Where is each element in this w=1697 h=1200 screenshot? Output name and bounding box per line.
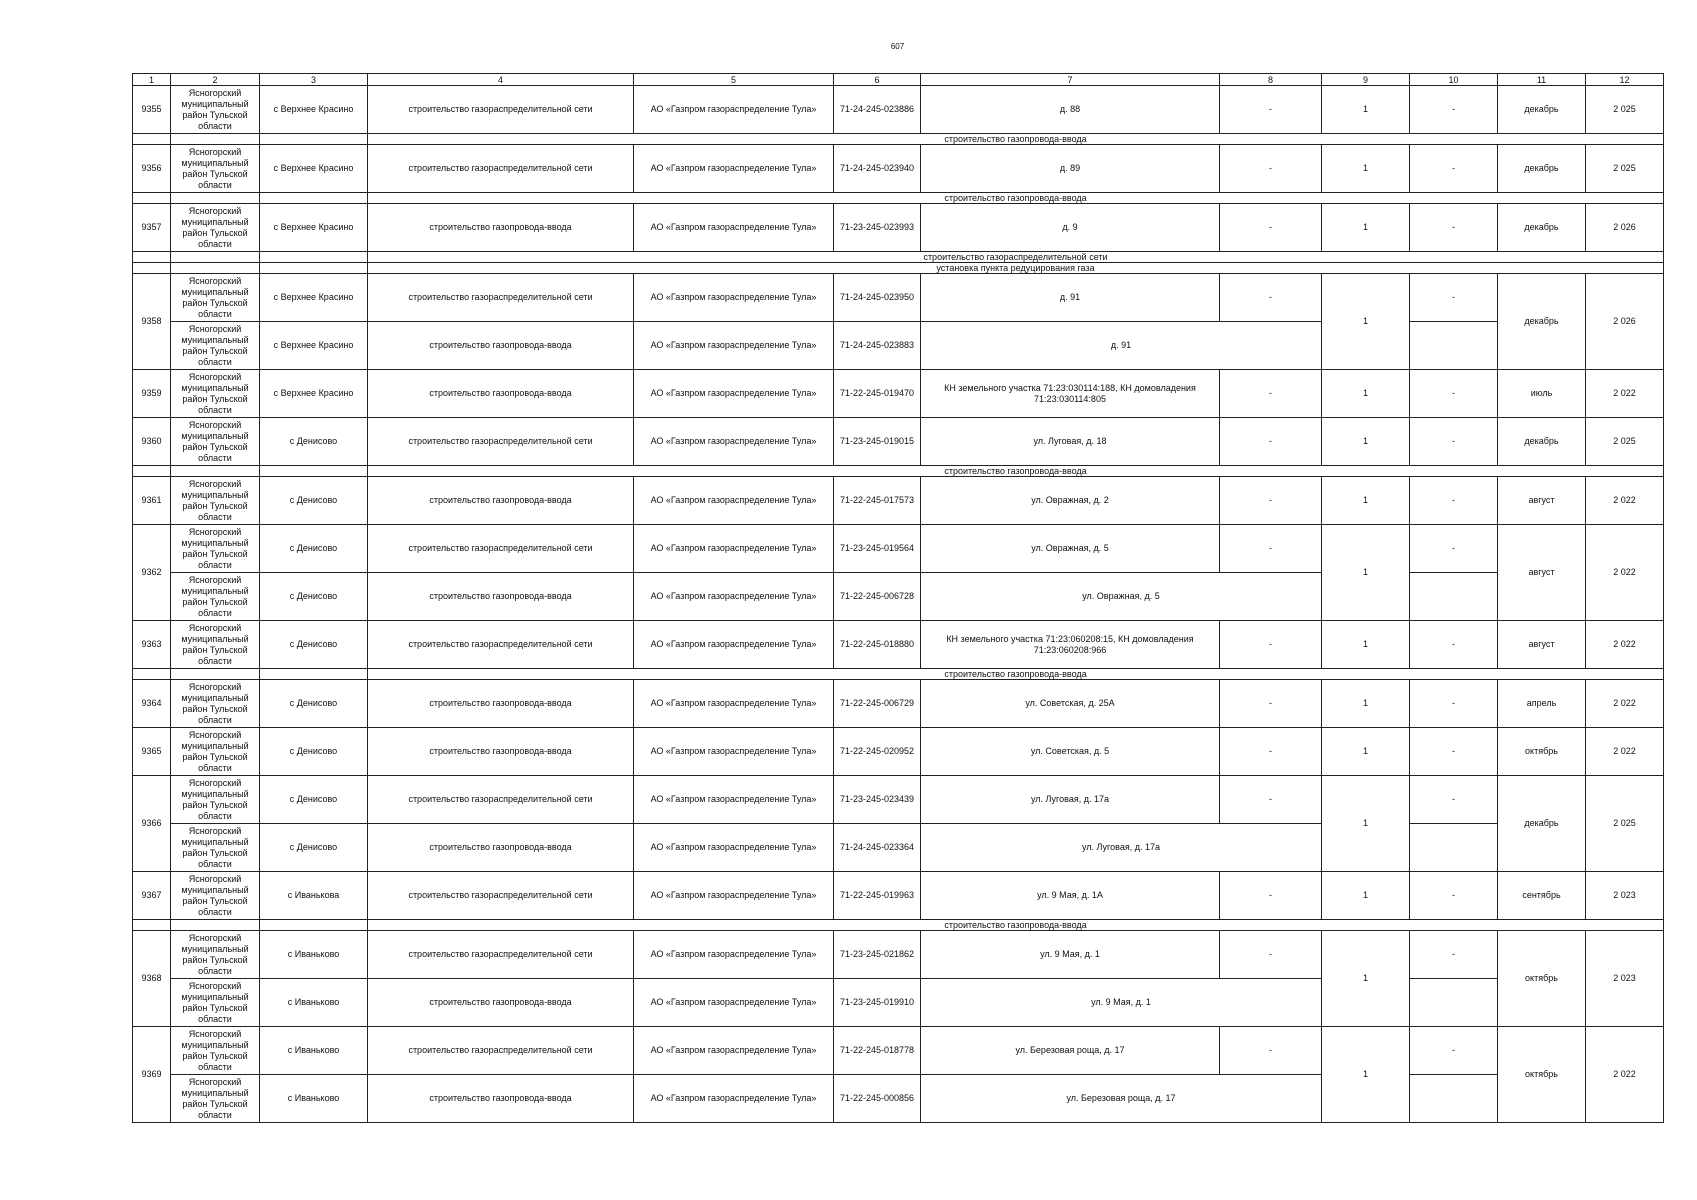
row-number: 9360 bbox=[133, 418, 171, 466]
column-header-5: 5 bbox=[634, 74, 834, 86]
municipality-cell: Ясногорский муниципальный район Тульской области bbox=[171, 872, 260, 920]
table-row bbox=[133, 776, 1664, 824]
municipality-cell: Ясногорский муниципальный район Тульской области bbox=[171, 776, 260, 824]
organization-cell: АО «Газпром газораспределение Тула» bbox=[634, 370, 834, 418]
col10-cell bbox=[1410, 824, 1498, 872]
address-cell: КН земельного участка 71:23:060208:15, КН домовладения 71:23:060208:966 bbox=[921, 621, 1220, 669]
month-cell: июль bbox=[1498, 370, 1586, 418]
settlement-cell: с Верхнее Красино bbox=[260, 322, 368, 370]
table-row bbox=[133, 204, 1664, 252]
year-cell: 2 023 bbox=[1586, 931, 1664, 1027]
col9-cell: 1 bbox=[1322, 1027, 1410, 1123]
col9-cell: 1 bbox=[1322, 931, 1410, 1027]
column-header-11: 11 bbox=[1498, 74, 1586, 86]
column-header-12: 12 bbox=[1586, 74, 1664, 86]
column-header-3: 3 bbox=[260, 74, 368, 86]
col9-cell: 1 bbox=[1322, 776, 1410, 872]
municipality-cell: Ясногорский муниципальный район Тульской области bbox=[171, 145, 260, 193]
table-row bbox=[133, 824, 1664, 872]
year-cell: 2 023 bbox=[1586, 872, 1664, 920]
row-number: 9364 bbox=[133, 680, 171, 728]
year-cell: 2 025 bbox=[1586, 145, 1664, 193]
application-code-cell: 71-23-245-023993 bbox=[834, 204, 921, 252]
year-cell: 2 025 bbox=[1586, 776, 1664, 872]
col10-cell: - bbox=[1410, 728, 1498, 776]
col8-cell: - bbox=[1220, 525, 1322, 573]
work-type-cell: строительство газопровода-ввода bbox=[368, 322, 634, 370]
organization-cell: АО «Газпром газораспределение Тула» bbox=[634, 1075, 834, 1123]
year-cell: 2 022 bbox=[1586, 621, 1664, 669]
header-row bbox=[133, 74, 1664, 86]
settlement-cell: с Иваньково bbox=[260, 1027, 368, 1075]
settlement-cell: с Денисово bbox=[260, 573, 368, 621]
application-code-cell: 71-22-245-006729 bbox=[834, 680, 921, 728]
column-header-1: 1 bbox=[133, 74, 171, 86]
municipality-cell: Ясногорский муниципальный район Тульской области bbox=[171, 573, 260, 621]
organization-cell: АО «Газпром газораспределение Тула» bbox=[634, 86, 834, 134]
col10-cell: - bbox=[1410, 931, 1498, 979]
municipality-cell: Ясногорский муниципальный район Тульской области bbox=[171, 322, 260, 370]
work-type-cell: строительство газопровода-ввода bbox=[368, 680, 634, 728]
work-type-cell: строительство газопровода-ввода bbox=[368, 370, 634, 418]
municipality-cell: Ясногорский муниципальный район Тульской области bbox=[171, 1075, 260, 1123]
col10-cell: - bbox=[1410, 525, 1498, 573]
col8-cell: - bbox=[1220, 1027, 1322, 1075]
col8-cell: - bbox=[1220, 621, 1322, 669]
subheading-empty-3 bbox=[260, 466, 368, 477]
col10-cell: - bbox=[1410, 680, 1498, 728]
year-cell: 2 022 bbox=[1586, 1027, 1664, 1123]
application-code-cell: 71-24-245-023364 bbox=[834, 824, 921, 872]
settlement-cell: с Верхнее Красино bbox=[260, 274, 368, 322]
settlement-cell: с Иваньково bbox=[260, 979, 368, 1027]
address-cell: ул. Березовая роща, д. 17 bbox=[921, 1075, 1322, 1123]
municipality-cell: Ясногорский муниципальный район Тульской области bbox=[171, 824, 260, 872]
municipality-cell: Ясногорский муниципальный район Тульской области bbox=[171, 979, 260, 1027]
row-number: 9368 bbox=[133, 931, 171, 1027]
organization-cell: АО «Газпром газораспределение Тула» bbox=[634, 418, 834, 466]
municipality-cell: Ясногорский муниципальный район Тульской области bbox=[171, 1027, 260, 1075]
subheading-empty-1 bbox=[133, 466, 171, 477]
col9-cell: 1 bbox=[1322, 525, 1410, 621]
column-header-2: 2 bbox=[171, 74, 260, 86]
table-body bbox=[133, 74, 1664, 1123]
municipality-cell: Ясногорский муниципальный район Тульской области bbox=[171, 931, 260, 979]
col10-cell bbox=[1410, 1075, 1498, 1123]
col8-cell: - bbox=[1220, 204, 1322, 252]
month-cell: август bbox=[1498, 621, 1586, 669]
col8-cell: - bbox=[1220, 145, 1322, 193]
year-cell: 2 025 bbox=[1586, 86, 1664, 134]
col9-cell: 1 bbox=[1322, 274, 1410, 370]
table-row bbox=[133, 145, 1664, 193]
col10-cell: - bbox=[1410, 418, 1498, 466]
work-type-cell: строительство газопровода-ввода bbox=[368, 477, 634, 525]
organization-cell: АО «Газпром газораспределение Тула» bbox=[634, 573, 834, 621]
year-cell: 2 025 bbox=[1586, 418, 1664, 466]
gasification-table bbox=[132, 73, 1664, 1123]
col8-cell: - bbox=[1220, 477, 1322, 525]
organization-cell: АО «Газпром газораспределение Тула» bbox=[634, 776, 834, 824]
work-type-cell: строительство газораспределительной сети bbox=[368, 931, 634, 979]
organization-cell: АО «Газпром газораспределение Тула» bbox=[634, 477, 834, 525]
work-type-cell: строительство газораспределительной сети bbox=[368, 621, 634, 669]
municipality-cell: Ясногорский муниципальный район Тульской области bbox=[171, 680, 260, 728]
table-row bbox=[133, 573, 1664, 621]
subheading-text: строительство газопровода-ввода bbox=[368, 134, 1664, 145]
table-row bbox=[133, 680, 1664, 728]
col9-cell: 1 bbox=[1322, 204, 1410, 252]
address-cell: ул. Овражная, д. 5 bbox=[921, 573, 1322, 621]
page-number: 607 bbox=[890, 42, 905, 51]
year-cell: 2 022 bbox=[1586, 477, 1664, 525]
row-number: 9363 bbox=[133, 621, 171, 669]
address-cell: д. 9 bbox=[921, 204, 1220, 252]
address-cell: д. 91 bbox=[921, 322, 1322, 370]
municipality-cell: Ясногорский муниципальный район Тульской области bbox=[171, 86, 260, 134]
month-cell: октябрь bbox=[1498, 728, 1586, 776]
month-cell: сентябрь bbox=[1498, 872, 1586, 920]
municipality-cell: Ясногорский муниципальный район Тульской области bbox=[171, 418, 260, 466]
application-code-cell: 71-23-245-019015 bbox=[834, 418, 921, 466]
application-code-cell: 71-23-245-019564 bbox=[834, 525, 921, 573]
address-cell: д. 91 bbox=[921, 274, 1220, 322]
col10-cell: - bbox=[1410, 86, 1498, 134]
municipality-cell: Ясногорский муниципальный район Тульской области bbox=[171, 274, 260, 322]
organization-cell: АО «Газпром газораспределение Тула» bbox=[634, 274, 834, 322]
application-code-cell: 71-24-245-023886 bbox=[834, 86, 921, 134]
address-cell: д. 89 bbox=[921, 145, 1220, 193]
col10-cell: - bbox=[1410, 621, 1498, 669]
subheading-row bbox=[133, 920, 1664, 931]
organization-cell: АО «Газпром газораспределение Тула» bbox=[634, 931, 834, 979]
application-code-cell: 71-22-245-019470 bbox=[834, 370, 921, 418]
application-code-cell: 71-23-245-021862 bbox=[834, 931, 921, 979]
subheading-text: строительство газораспределительной сети bbox=[368, 252, 1664, 263]
address-cell: ул. Луговая, д. 18 bbox=[921, 418, 1220, 466]
table-row bbox=[133, 728, 1664, 776]
col10-cell: - bbox=[1410, 370, 1498, 418]
application-code-cell: 71-22-245-018880 bbox=[834, 621, 921, 669]
row-number: 9365 bbox=[133, 728, 171, 776]
subheading-empty-3 bbox=[260, 669, 368, 680]
row-number: 9366 bbox=[133, 776, 171, 872]
organization-cell: АО «Газпром газораспределение Тула» bbox=[634, 145, 834, 193]
work-type-cell: строительство газораспределительной сети bbox=[368, 274, 634, 322]
col9-cell: 1 bbox=[1322, 370, 1410, 418]
work-type-cell: строительство газопровода-ввода bbox=[368, 573, 634, 621]
address-cell: КН земельного участка 71:23:030114:188, КН домовладения 71:23:030114:805 bbox=[921, 370, 1220, 418]
settlement-cell: с Верхнее Красино bbox=[260, 86, 368, 134]
month-cell: август bbox=[1498, 525, 1586, 621]
table-row bbox=[133, 322, 1664, 370]
col8-cell: - bbox=[1220, 370, 1322, 418]
subheading-empty-1 bbox=[133, 193, 171, 204]
settlement-cell: с Верхнее Красино bbox=[260, 145, 368, 193]
subheading-row bbox=[133, 134, 1664, 145]
subheading-empty-1 bbox=[133, 134, 171, 145]
col9-cell: 1 bbox=[1322, 872, 1410, 920]
organization-cell: АО «Газпром газораспределение Тула» bbox=[634, 204, 834, 252]
municipality-cell: Ясногорский муниципальный район Тульской области bbox=[171, 204, 260, 252]
settlement-cell: с Верхнее Красино bbox=[260, 370, 368, 418]
work-type-cell: строительство газораспределительной сети bbox=[368, 525, 634, 573]
work-type-cell: строительство газораспределительной сети bbox=[368, 872, 634, 920]
work-type-cell: строительство газораспределительной сети bbox=[368, 1027, 634, 1075]
table-row bbox=[133, 872, 1664, 920]
month-cell: август bbox=[1498, 477, 1586, 525]
work-type-cell: строительство газопровода-ввода bbox=[368, 728, 634, 776]
col8-cell: - bbox=[1220, 274, 1322, 322]
subheading-empty-2 bbox=[171, 252, 260, 263]
work-type-cell: строительство газопровода-ввода bbox=[368, 824, 634, 872]
table-row bbox=[133, 621, 1664, 669]
col8-cell: - bbox=[1220, 931, 1322, 979]
organization-cell: АО «Газпром газораспределение Тула» bbox=[634, 322, 834, 370]
row-number: 9359 bbox=[133, 370, 171, 418]
col9-cell: 1 bbox=[1322, 418, 1410, 466]
organization-cell: АО «Газпром газораспределение Тула» bbox=[634, 525, 834, 573]
col9-cell: 1 bbox=[1322, 680, 1410, 728]
table-row bbox=[133, 979, 1664, 1027]
municipality-cell: Ясногорский муниципальный район Тульской области bbox=[171, 370, 260, 418]
subheading-row bbox=[133, 193, 1664, 204]
application-code-cell: 71-23-245-019910 bbox=[834, 979, 921, 1027]
subheading-empty-1 bbox=[133, 263, 171, 274]
col10-cell: - bbox=[1410, 274, 1498, 322]
col9-cell: 1 bbox=[1322, 621, 1410, 669]
month-cell: декабрь bbox=[1498, 145, 1586, 193]
work-type-cell: строительство газопровода-ввода bbox=[368, 204, 634, 252]
row-number: 9356 bbox=[133, 145, 171, 193]
work-type-cell: строительство газораспределительной сети bbox=[368, 776, 634, 824]
subheading-empty-2 bbox=[171, 920, 260, 931]
col10-cell bbox=[1410, 322, 1498, 370]
work-type-cell: строительство газораспределительной сети bbox=[368, 145, 634, 193]
row-number: 9358 bbox=[133, 274, 171, 370]
address-cell: ул. Советская, д. 25А bbox=[921, 680, 1220, 728]
table-row bbox=[133, 1027, 1664, 1075]
application-code-cell: 71-22-245-017573 bbox=[834, 477, 921, 525]
col9-cell: 1 bbox=[1322, 86, 1410, 134]
year-cell: 2 022 bbox=[1586, 680, 1664, 728]
table-row bbox=[133, 525, 1664, 573]
row-number: 9355 bbox=[133, 86, 171, 134]
table-row bbox=[133, 274, 1664, 322]
subheading-empty-2 bbox=[171, 134, 260, 145]
month-cell: декабрь bbox=[1498, 776, 1586, 872]
subheading-empty-2 bbox=[171, 193, 260, 204]
col10-cell bbox=[1410, 979, 1498, 1027]
organization-cell: АО «Газпром газораспределение Тула» bbox=[634, 680, 834, 728]
column-header-4: 4 bbox=[368, 74, 634, 86]
subheading-empty-2 bbox=[171, 263, 260, 274]
col10-cell: - bbox=[1410, 1027, 1498, 1075]
settlement-cell: с Денисово bbox=[260, 776, 368, 824]
settlement-cell: с Верхнее Красино bbox=[260, 204, 368, 252]
row-number: 9361 bbox=[133, 477, 171, 525]
col10-cell: - bbox=[1410, 145, 1498, 193]
column-header-7: 7 bbox=[921, 74, 1220, 86]
year-cell: 2 026 bbox=[1586, 204, 1664, 252]
address-cell: д. 88 bbox=[921, 86, 1220, 134]
settlement-cell: с Денисово bbox=[260, 477, 368, 525]
subheading-text: строительство газопровода-ввода bbox=[368, 920, 1664, 931]
row-number: 9362 bbox=[133, 525, 171, 621]
application-code-cell: 71-22-245-000856 bbox=[834, 1075, 921, 1123]
organization-cell: АО «Газпром газораспределение Тула» bbox=[634, 979, 834, 1027]
table-row bbox=[133, 931, 1664, 979]
subheading-text: строительство газопровода-ввода bbox=[368, 466, 1664, 477]
settlement-cell: с Денисово bbox=[260, 824, 368, 872]
column-header-9: 9 bbox=[1322, 74, 1410, 86]
subheading-empty-1 bbox=[133, 252, 171, 263]
col10-cell: - bbox=[1410, 204, 1498, 252]
organization-cell: АО «Газпром газораспределение Тула» bbox=[634, 621, 834, 669]
year-cell: 2 022 bbox=[1586, 728, 1664, 776]
settlement-cell: с Денисово bbox=[260, 728, 368, 776]
subheading-empty-3 bbox=[260, 920, 368, 931]
table-row bbox=[133, 86, 1664, 134]
col8-cell: - bbox=[1220, 872, 1322, 920]
subheading-empty-3 bbox=[260, 252, 368, 263]
address-cell: ул. Советская, д. 5 bbox=[921, 728, 1220, 776]
month-cell: апрель bbox=[1498, 680, 1586, 728]
subheading-text: установка пункта редуцирования газа bbox=[368, 263, 1664, 274]
settlement-cell: с Денисово bbox=[260, 680, 368, 728]
municipality-cell: Ясногорский муниципальный район Тульской области bbox=[171, 621, 260, 669]
settlement-cell: с Денисово bbox=[260, 525, 368, 573]
col10-cell: - bbox=[1410, 776, 1498, 824]
address-cell: ул. Овражная, д. 5 bbox=[921, 525, 1220, 573]
application-code-cell: 71-23-245-023439 bbox=[834, 776, 921, 824]
row-number: 9357 bbox=[133, 204, 171, 252]
application-code-cell: 71-22-245-006728 bbox=[834, 573, 921, 621]
col10-cell: - bbox=[1410, 872, 1498, 920]
column-header-8: 8 bbox=[1220, 74, 1322, 86]
col10-cell: - bbox=[1410, 477, 1498, 525]
subheading-empty-2 bbox=[171, 669, 260, 680]
subheading-row bbox=[133, 252, 1664, 263]
subheading-row bbox=[133, 669, 1664, 680]
month-cell: декабрь bbox=[1498, 274, 1586, 370]
work-type-cell: строительство газопровода-ввода bbox=[368, 1075, 634, 1123]
col8-cell: - bbox=[1220, 728, 1322, 776]
settlement-cell: с Иваньково bbox=[260, 931, 368, 979]
address-cell: ул. 9 Мая, д. 1 bbox=[921, 979, 1322, 1027]
address-cell: ул. 9 Мая, д. 1А bbox=[921, 872, 1220, 920]
address-cell: ул. Луговая, д. 17а bbox=[921, 776, 1220, 824]
municipality-cell: Ясногорский муниципальный район Тульской области bbox=[171, 525, 260, 573]
subheading-text: строительство газопровода-ввода bbox=[368, 669, 1664, 680]
col10-cell bbox=[1410, 573, 1498, 621]
column-header-10: 10 bbox=[1410, 74, 1498, 86]
table-row bbox=[133, 477, 1664, 525]
municipality-cell: Ясногорский муниципальный район Тульской области bbox=[171, 728, 260, 776]
organization-cell: АО «Газпром газораспределение Тула» bbox=[634, 824, 834, 872]
subheading-row bbox=[133, 466, 1664, 477]
settlement-cell: с Иваньково bbox=[260, 1075, 368, 1123]
month-cell: декабрь bbox=[1498, 418, 1586, 466]
col8-cell: - bbox=[1220, 776, 1322, 824]
row-number: 9367 bbox=[133, 872, 171, 920]
column-header-6: 6 bbox=[834, 74, 921, 86]
organization-cell: АО «Газпром газораспределение Тула» bbox=[634, 1027, 834, 1075]
application-code-cell: 71-22-245-019963 bbox=[834, 872, 921, 920]
subheading-empty-3 bbox=[260, 193, 368, 204]
address-cell: ул. Березовая роща, д. 17 bbox=[921, 1027, 1220, 1075]
col9-cell: 1 bbox=[1322, 145, 1410, 193]
col8-cell: - bbox=[1220, 418, 1322, 466]
month-cell: октябрь bbox=[1498, 931, 1586, 1027]
subheading-empty-2 bbox=[171, 466, 260, 477]
settlement-cell: с Иванькова bbox=[260, 872, 368, 920]
table-row bbox=[133, 1075, 1664, 1123]
table-row bbox=[133, 418, 1664, 466]
application-code-cell: 71-24-245-023950 bbox=[834, 274, 921, 322]
col8-cell: - bbox=[1220, 86, 1322, 134]
address-cell: ул. Овражная, д. 2 bbox=[921, 477, 1220, 525]
subheading-empty-3 bbox=[260, 134, 368, 145]
year-cell: 2 022 bbox=[1586, 525, 1664, 621]
col9-cell: 1 bbox=[1322, 728, 1410, 776]
table-row bbox=[133, 370, 1664, 418]
address-cell: ул. 9 Мая, д. 1 bbox=[921, 931, 1220, 979]
month-cell: декабрь bbox=[1498, 204, 1586, 252]
year-cell: 2 026 bbox=[1586, 274, 1664, 370]
application-code-cell: 71-24-245-023883 bbox=[834, 322, 921, 370]
municipality-cell: Ясногорский муниципальный район Тульской области bbox=[171, 477, 260, 525]
subheading-empty-1 bbox=[133, 920, 171, 931]
organization-cell: АО «Газпром газораспределение Тула» bbox=[634, 728, 834, 776]
subheading-empty-1 bbox=[133, 669, 171, 680]
year-cell: 2 022 bbox=[1586, 370, 1664, 418]
settlement-cell: с Денисово bbox=[260, 418, 368, 466]
col8-cell: - bbox=[1220, 680, 1322, 728]
work-type-cell: строительство газопровода-ввода bbox=[368, 979, 634, 1027]
month-cell: декабрь bbox=[1498, 86, 1586, 134]
row-number: 9369 bbox=[133, 1027, 171, 1123]
subheading-row bbox=[133, 263, 1664, 274]
subheading-empty-3 bbox=[260, 263, 368, 274]
work-type-cell: строительство газораспределительной сети bbox=[368, 86, 634, 134]
month-cell: октябрь bbox=[1498, 1027, 1586, 1123]
application-code-cell: 71-22-245-020952 bbox=[834, 728, 921, 776]
address-cell: ул. Луговая, д. 17а bbox=[921, 824, 1322, 872]
settlement-cell: с Денисово bbox=[260, 621, 368, 669]
col9-cell: 1 bbox=[1322, 477, 1410, 525]
organization-cell: АО «Газпром газораспределение Тула» bbox=[634, 872, 834, 920]
application-code-cell: 71-24-245-023940 bbox=[834, 145, 921, 193]
subheading-text: строительство газопровода-ввода bbox=[368, 193, 1664, 204]
work-type-cell: строительство газораспределительной сети bbox=[368, 418, 634, 466]
application-code-cell: 71-22-245-018778 bbox=[834, 1027, 921, 1075]
